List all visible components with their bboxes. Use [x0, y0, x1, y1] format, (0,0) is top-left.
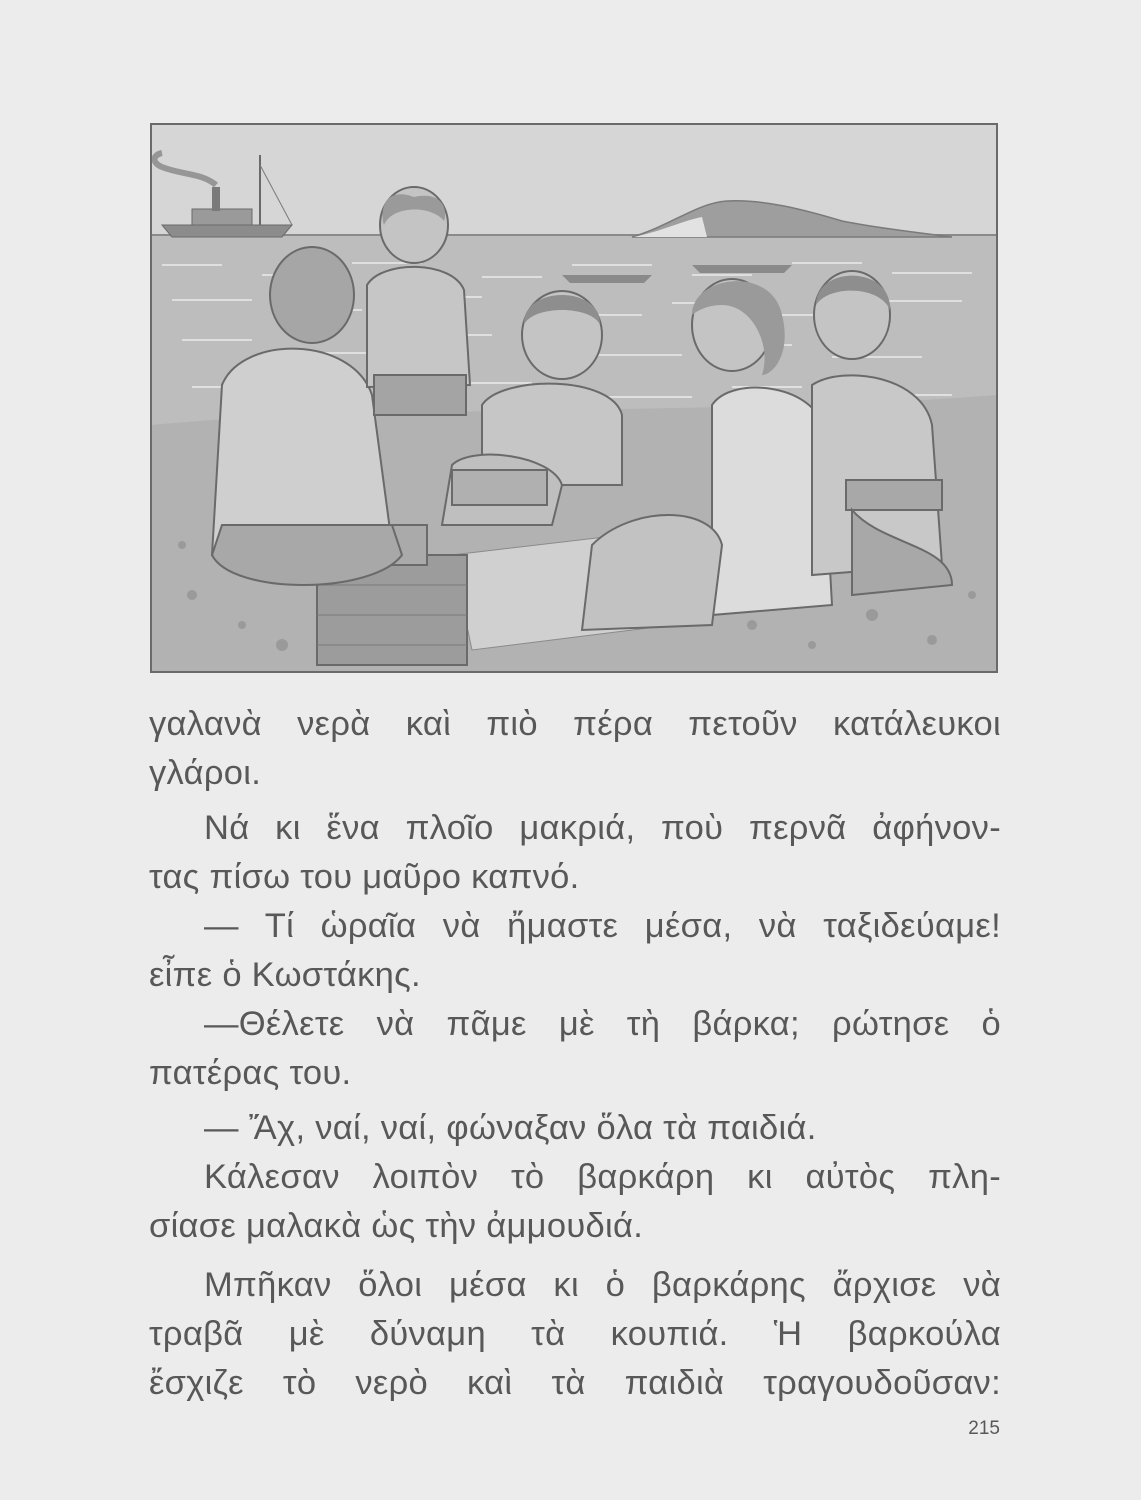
text-line: εἶπε ὁ Κωστάκης.: [149, 956, 421, 994]
text-line: — Ἄχ, ναί, ναί, φώναξαν ὅλα τὰ παιδιά.: [204, 1109, 817, 1147]
text-line: γλάροι.: [149, 754, 262, 792]
page-number: 215: [968, 1418, 1000, 1439]
text-line: σίασε μαλακὰ ὡς τὴν ἀμμουδιά.: [149, 1207, 644, 1245]
text-line: ἔσχιζε τὸ νερὸ καὶ τὰ παιδιὰ τραγουδοῦσαν:: [149, 1364, 1001, 1402]
text-line: Νά κι ἕνα πλοῖο μακριά, ποὺ περνᾶ ἀφήνον-: [204, 809, 1001, 847]
text-line: τας πίσω του μαῦρο καπνό.: [149, 858, 580, 896]
beach-illustration: [150, 123, 998, 673]
text-line: —Θέλετε νὰ πᾶμε μὲ τὴ βάρκα; ρώτησε ὁ: [204, 1005, 1001, 1043]
text-line: — Τί ὡραῖα νὰ ἤμαστε μέσα, νὰ ταξιδεύαμε!: [204, 907, 1001, 945]
story-text: [149, 700, 1001, 1408]
text-line: γαλανὰ νερὰ καὶ πιὸ πέρα πετοῦν κατάλευκοι: [149, 705, 1001, 743]
text-line: πατέρας του.: [149, 1054, 352, 1092]
beach-picnic-children-illustration: [152, 125, 996, 671]
text-line: τραβᾶ μὲ δύναμη τὰ κουπιά. Ἡ βαρκούλα: [149, 1315, 1001, 1353]
text-line: Μπῆκαν ὅλοι μέσα κι ὁ βαρκάρης ἄρχισε νὰ: [204, 1266, 1001, 1304]
text-line: Κάλεσαν λοιπὸν τὸ βαρκάρη κι αὐτὸς πλη-: [204, 1158, 1001, 1196]
